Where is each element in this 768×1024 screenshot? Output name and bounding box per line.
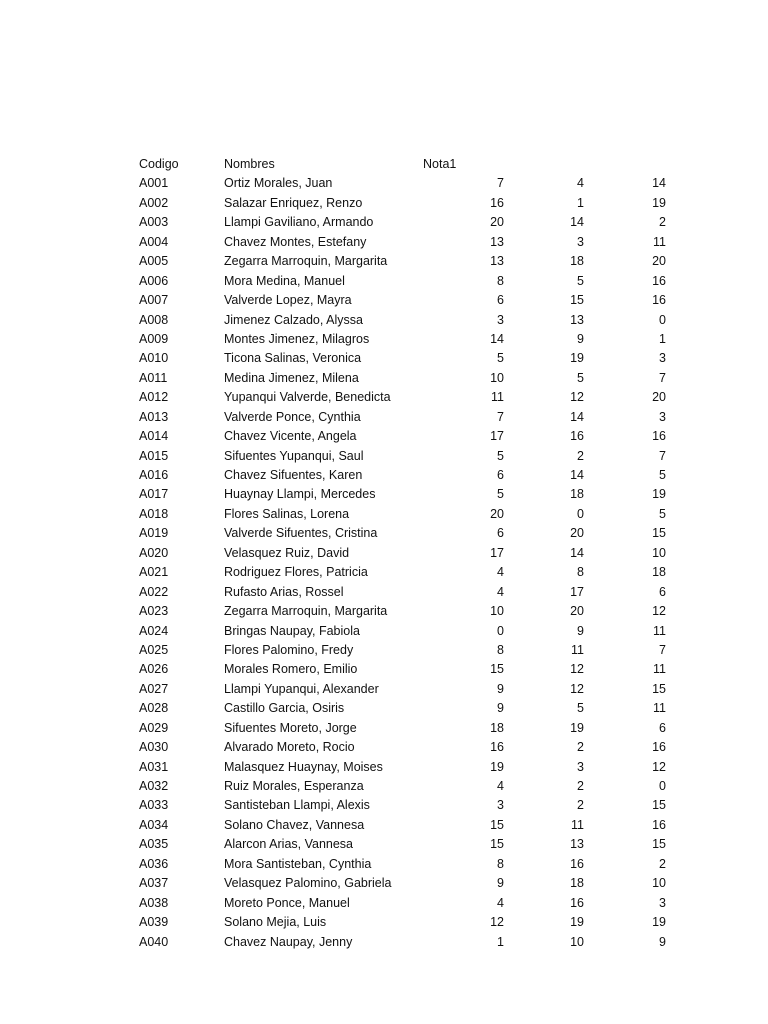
codigo-cell: A004 (139, 234, 169, 249)
nota1-cell: 8 (497, 856, 504, 871)
nota3-cell: 20 (652, 254, 666, 269)
nota2-cell: 11 (571, 817, 584, 832)
nota2-cell: 12 (570, 390, 584, 405)
table-row (0, 485, 768, 504)
nota2-cell: 8 (577, 565, 584, 580)
nota2-cell: 13 (570, 837, 584, 852)
codigo-cell: A024 (139, 623, 169, 638)
nombre-cell: Solano Chavez, Vannesa (224, 817, 365, 832)
nota1-cell: 4 (497, 779, 504, 793)
nota2-cell: 9 (577, 331, 584, 346)
codigo-cell: A022 (139, 584, 169, 599)
nota3-cell: 7 (659, 370, 666, 385)
nombre-cell: Huaynay Llampi, Mercedes (224, 487, 376, 502)
nota3-cell: 12 (652, 759, 666, 774)
nota2-cell: 16 (570, 856, 584, 871)
table-row (0, 738, 768, 757)
codigo-cell: A039 (139, 915, 169, 930)
table-row (0, 622, 768, 641)
nota2-cell: 15 (570, 293, 584, 308)
nombre-cell: Flores Palomino, Fredy (224, 642, 354, 657)
nombre-cell: Alvarado Moreto, Rocio (224, 740, 355, 755)
nota3-cell: 10 (652, 876, 666, 891)
nota3-cell: 2 (659, 215, 666, 230)
nota2-cell: 2 (577, 798, 584, 813)
codigo-cell: A036 (139, 856, 169, 871)
table-row (0, 349, 768, 368)
nota2-cell: 5 (577, 701, 584, 716)
nota1-cell: 19 (490, 759, 504, 774)
nota3-cell: 15 (652, 837, 666, 852)
nota3-cell: 11 (653, 234, 666, 249)
codigo-cell: A020 (139, 545, 169, 560)
nota3-cell: 19 (652, 487, 666, 502)
nombre-cell: Moreto Ponce, Manuel (224, 895, 350, 910)
nota2-cell: 13 (570, 312, 584, 327)
nota2-cell: 0 (577, 506, 584, 521)
nota1-cell: 13 (490, 234, 504, 249)
nombre-cell: Mora Medina, Manuel (224, 273, 345, 288)
table-row (0, 408, 768, 427)
nota3-cell: 12 (652, 604, 666, 619)
nombre-cell: Salazar Enriquez, Renzo (224, 195, 363, 210)
nota1-cell: 9 (497, 876, 504, 891)
nota2-cell: 20 (570, 604, 584, 619)
nombre-cell: Chavez Vicente, Angela (224, 429, 357, 444)
nombre-cell: Montes Jimenez, Milagros (224, 331, 370, 346)
table-row (0, 174, 768, 193)
grades-table (0, 155, 768, 952)
nota1-cell: 7 (497, 176, 504, 191)
nota2-cell: 14 (570, 215, 584, 230)
nota1-cell: 11 (491, 390, 504, 405)
nota1-cell: 4 (497, 565, 504, 580)
nota2-cell: 12 (570, 681, 584, 696)
nota1-cell: 7 (497, 409, 504, 424)
codigo-cell: A012 (139, 390, 169, 405)
table-row (0, 233, 768, 252)
nota1-cell: 1 (497, 934, 504, 949)
codigo-cell: A018 (139, 506, 169, 521)
nota3-cell: 9 (659, 934, 666, 949)
codigo-cell: A028 (139, 701, 169, 716)
nombre-cell: Jimenez Calzado, Alyssa (224, 312, 363, 327)
nota3-cell: 11 (653, 662, 666, 677)
codigo-cell: A034 (139, 817, 169, 832)
codigo-cell: A040 (139, 934, 169, 949)
table-row (0, 758, 768, 777)
nota2-cell: 19 (570, 720, 584, 735)
table-row (0, 816, 768, 835)
header-codigo: Codigo (139, 157, 179, 171)
table-row (0, 466, 768, 485)
codigo-cell: A021 (139, 565, 169, 580)
nombre-cell: Ortiz Morales, Juan (224, 176, 333, 191)
nota3-cell: 19 (652, 915, 666, 930)
nota3-cell: 3 (659, 409, 666, 424)
nota2-cell: 18 (570, 254, 584, 269)
codigo-cell: A023 (139, 604, 169, 619)
codigo-cell: A032 (139, 779, 169, 793)
table-row (0, 777, 768, 796)
nombre-cell: Velasquez Palomino, Gabriela (224, 876, 392, 891)
nombre-cell: Zegarra Marroquin, Margarita (224, 604, 388, 619)
nombre-cell: Llampi Gaviliano, Armando (224, 215, 374, 230)
nombre-cell: Valverde Lopez, Mayra (224, 293, 352, 308)
nota3-cell: 1 (659, 331, 666, 346)
nota2-cell: 9 (577, 623, 584, 638)
nota1-cell: 12 (490, 915, 504, 930)
nota2-cell: 5 (577, 370, 584, 385)
nota3-cell: 2 (659, 856, 666, 871)
nota1-cell: 6 (497, 293, 504, 308)
table-row (0, 855, 768, 874)
codigo-cell: A027 (139, 681, 169, 696)
table-row (0, 544, 768, 563)
codigo-cell: A001 (139, 176, 169, 191)
codigo-cell: A010 (139, 351, 169, 366)
nota1-cell: 16 (490, 740, 504, 755)
nota2-cell: 17 (570, 584, 584, 599)
nota3-cell: 6 (659, 720, 666, 735)
table-header-row (0, 155, 768, 174)
nombre-cell: Chavez Sifuentes, Karen (224, 468, 363, 482)
nota3-cell: 16 (652, 293, 666, 308)
nota1-cell: 18 (490, 720, 504, 735)
table-row (0, 933, 768, 952)
nota2-cell: 11 (571, 642, 584, 657)
nota2-cell: 14 (570, 468, 584, 482)
codigo-cell: A031 (139, 759, 169, 774)
nota2-cell: 5 (577, 273, 584, 288)
nombre-cell: Castillo Garcia, Osiris (224, 701, 345, 716)
nota2-cell: 16 (570, 429, 584, 444)
nota2-cell: 14 (570, 409, 584, 424)
nombre-cell: Malasquez Huaynay, Moises (224, 759, 383, 774)
table-row (0, 796, 768, 815)
nota1-cell: 14 (490, 331, 504, 346)
table-row (0, 874, 768, 893)
nota1-cell: 8 (497, 273, 504, 288)
nombre-cell: Morales Romero, Emilio (224, 662, 358, 677)
nombre-cell: Chavez Naupay, Jenny (224, 934, 353, 949)
nombre-cell: Alarcon Arias, Vannesa (224, 837, 354, 852)
nombre-cell: Flores Salinas, Lorena (224, 506, 350, 521)
nombre-cell: Llampi Yupanqui, Alexander (224, 681, 379, 696)
table-row (0, 602, 768, 621)
nota3-cell: 11 (653, 623, 666, 638)
codigo-cell: A029 (139, 720, 169, 735)
nota1-cell: 9 (497, 701, 504, 716)
table-row (0, 311, 768, 330)
codigo-cell: A002 (139, 195, 169, 210)
nota1-cell: 3 (497, 798, 504, 813)
nota1-cell: 16 (490, 195, 504, 210)
table-row (0, 194, 768, 213)
nota2-cell: 14 (570, 545, 584, 560)
table-row (0, 913, 768, 932)
nombre-cell: Rodriguez Flores, Patricia (224, 565, 368, 580)
codigo-cell: A037 (139, 876, 169, 891)
nota1-cell: 20 (490, 506, 504, 521)
nota3-cell: 19 (652, 195, 666, 210)
nota2-cell: 19 (570, 915, 584, 930)
nota3-cell: 0 (659, 779, 666, 793)
codigo-cell: A025 (139, 642, 169, 657)
nota1-cell: 6 (497, 468, 504, 482)
nota3-cell: 10 (652, 545, 666, 560)
nota1-cell: 17 (490, 429, 504, 444)
nota3-cell: 16 (652, 740, 666, 755)
codigo-cell: A016 (139, 468, 169, 482)
nombre-cell: Ruiz Morales, Esperanza (224, 779, 364, 793)
nota2-cell: 2 (577, 740, 584, 755)
nota1-cell: 15 (490, 837, 504, 852)
header-nombres: Nombres (224, 157, 275, 171)
nota2-cell: 12 (570, 662, 584, 677)
table-row (0, 272, 768, 291)
nota3-cell: 15 (652, 798, 666, 813)
table-row (0, 641, 768, 660)
table-row (0, 252, 768, 271)
header-nota1: Nota1 (423, 157, 457, 171)
nombre-cell: Sifuentes Moreto, Jorge (224, 720, 357, 735)
codigo-cell: A026 (139, 662, 169, 677)
nota1-cell: 5 (497, 487, 504, 502)
nota1-cell: 6 (497, 526, 504, 541)
table-row (0, 835, 768, 854)
nota2-cell: 19 (570, 351, 584, 366)
table-row (0, 388, 768, 407)
table-row (0, 680, 768, 699)
nota2-cell: 16 (570, 895, 584, 910)
table-body (0, 174, 768, 952)
table-row (0, 660, 768, 679)
nota3-cell: 5 (659, 468, 666, 482)
codigo-cell: A017 (139, 487, 169, 502)
nombre-cell: Medina Jimenez, Milena (224, 370, 359, 385)
nota2-cell: 2 (577, 448, 584, 463)
nota3-cell: 16 (652, 429, 666, 444)
nota2-cell: 10 (570, 934, 584, 949)
codigo-cell: A035 (139, 837, 169, 852)
table-row (0, 524, 768, 543)
codigo-cell: A008 (139, 312, 169, 327)
nota1-cell: 10 (490, 370, 504, 385)
nombre-cell: Ticona Salinas, Veronica (224, 351, 362, 366)
nota1-cell: 5 (497, 351, 504, 366)
table-row (0, 427, 768, 446)
codigo-cell: A038 (139, 895, 169, 910)
table-row (0, 369, 768, 388)
nota3-cell: 20 (652, 390, 666, 405)
nota3-cell: 3 (659, 351, 666, 366)
codigo-cell: A014 (139, 429, 169, 444)
nota2-cell: 3 (577, 234, 584, 249)
nota2-cell: 2 (577, 779, 584, 793)
codigo-cell: A019 (139, 526, 169, 541)
table-row (0, 505, 768, 524)
codigo-cell: A005 (139, 254, 169, 269)
table-row (0, 291, 768, 310)
codigo-cell: A003 (139, 215, 169, 230)
nota3-cell: 18 (652, 565, 666, 580)
nombre-cell: Sifuentes Yupanqui, Saul (224, 448, 364, 463)
nombre-cell: Solano Mejia, Luis (224, 915, 327, 930)
table-row (0, 447, 768, 466)
nota3-cell: 15 (652, 681, 666, 696)
nota2-cell: 18 (570, 876, 584, 891)
nota3-cell: 7 (659, 642, 666, 657)
nombre-cell: Zegarra Marroquin, Margarita (224, 254, 388, 269)
nota1-cell: 8 (497, 642, 504, 657)
codigo-cell: A007 (139, 293, 169, 308)
nota2-cell: 3 (577, 759, 584, 774)
nota3-cell: 5 (659, 506, 666, 521)
nombre-cell: Santisteban Llampi, Alexis (224, 798, 370, 813)
table-row (0, 330, 768, 349)
nota1-cell: 15 (490, 817, 504, 832)
nota1-cell: 3 (497, 312, 504, 327)
codigo-cell: A033 (139, 798, 169, 813)
table-row (0, 719, 768, 738)
nota1-cell: 17 (490, 545, 504, 560)
codigo-cell: A011 (139, 370, 168, 385)
nombre-cell: Valverde Sifuentes, Cristina (224, 526, 378, 541)
nombre-cell: Rufasto Arias, Rossel (224, 584, 344, 599)
nota3-cell: 6 (659, 584, 666, 599)
nota3-cell: 7 (659, 448, 666, 463)
nota1-cell: 4 (497, 895, 504, 910)
nota1-cell: 13 (490, 254, 504, 269)
nota3-cell: 16 (652, 817, 666, 832)
nota2-cell: 20 (570, 526, 584, 541)
table-row (0, 213, 768, 232)
nota2-cell: 4 (577, 176, 584, 191)
table-row (0, 894, 768, 913)
table-row (0, 699, 768, 718)
table-row (0, 583, 768, 602)
nota1-cell: 20 (490, 215, 504, 230)
nombre-cell: Valverde Ponce, Cynthia (224, 409, 361, 424)
nota3-cell: 14 (652, 176, 666, 191)
nota1-cell: 5 (497, 448, 504, 463)
codigo-cell: A015 (139, 448, 169, 463)
nota2-cell: 18 (570, 487, 584, 502)
nota3-cell: 15 (652, 526, 666, 541)
nota1-cell: 4 (497, 584, 504, 599)
nota1-cell: 15 (490, 662, 504, 677)
nota3-cell: 16 (652, 273, 666, 288)
nombre-cell: Yupanqui Valverde, Benedicta (224, 390, 391, 405)
table-row (0, 563, 768, 582)
nota3-cell: 11 (653, 701, 666, 716)
codigo-cell: A006 (139, 273, 169, 288)
nota1-cell: 9 (497, 681, 504, 696)
nota1-cell: 10 (490, 604, 504, 619)
codigo-cell: A009 (139, 331, 169, 346)
nombre-cell: Bringas Naupay, Fabiola (224, 623, 360, 638)
nota3-cell: 3 (659, 895, 666, 910)
nombre-cell: Velasquez Ruiz, David (224, 545, 350, 560)
nombre-cell: Mora Santisteban, Cynthia (224, 856, 372, 871)
codigo-cell: A030 (139, 740, 169, 755)
nombre-cell: Chavez Montes, Estefany (224, 234, 367, 249)
nota1-cell: 0 (497, 623, 504, 638)
nota3-cell: 0 (659, 312, 666, 327)
nota2-cell: 1 (577, 195, 584, 210)
codigo-cell: A013 (139, 409, 169, 424)
